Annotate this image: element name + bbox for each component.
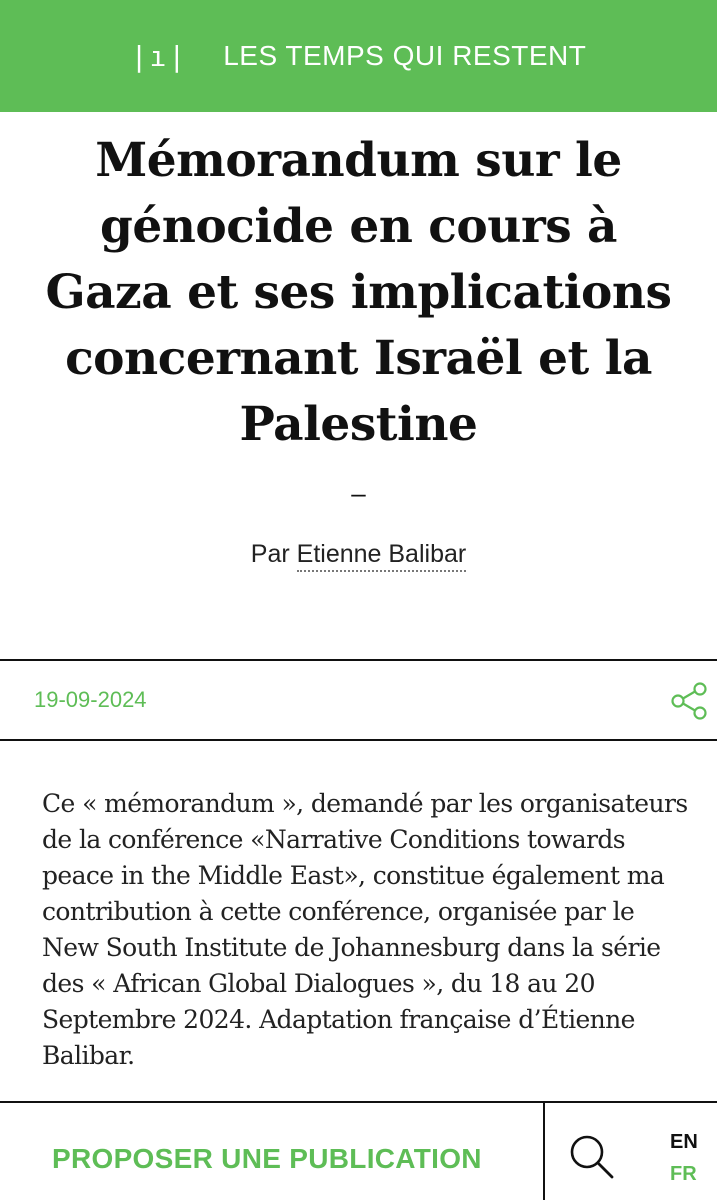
site-name[interactable]: LES TEMPS QUI RESTENT <box>223 40 587 71</box>
propose-publication-link[interactable]: PROPOSER UNE PUBLICATION <box>52 1143 482 1174</box>
bottom-bar-divider <box>543 1103 545 1200</box>
article-title: Mémorandum sur le génocide en cours à Gaza et ses implications concernant Israël et la Palestine <box>45 133 672 452</box>
byline-prefix: Par <box>250 540 290 568</box>
language-en-link[interactable]: EN <box>670 1131 698 1153</box>
article-intro: Ce « mémorandum », demandé par les organisateurs de la conférence «Narrative Conditions towards peace in the Middle East», constitue également ma contribution à cette conférence, organisée par le New South Institute de Johannesburg dans la série des « African Global Dialogues », du 18 au 20 Septembre 2024. Adaptation française d’Étienne Balibar. <box>42 789 688 1070</box>
byline <box>0 540 717 569</box>
site-logo[interactable]: |ı| <box>130 39 188 73</box>
title-separator: – <box>351 478 366 508</box>
site-header <box>0 0 717 112</box>
search-icon[interactable] <box>566 1131 616 1181</box>
publication-date: 19-09-2024 <box>34 687 147 712</box>
language-fr-link[interactable]: FR <box>670 1163 697 1185</box>
bottom-bar <box>0 1101 717 1200</box>
article-meta-bar <box>0 659 717 741</box>
author-link[interactable]: Etienne Balibar <box>297 540 467 572</box>
share-icon[interactable] <box>669 681 709 721</box>
